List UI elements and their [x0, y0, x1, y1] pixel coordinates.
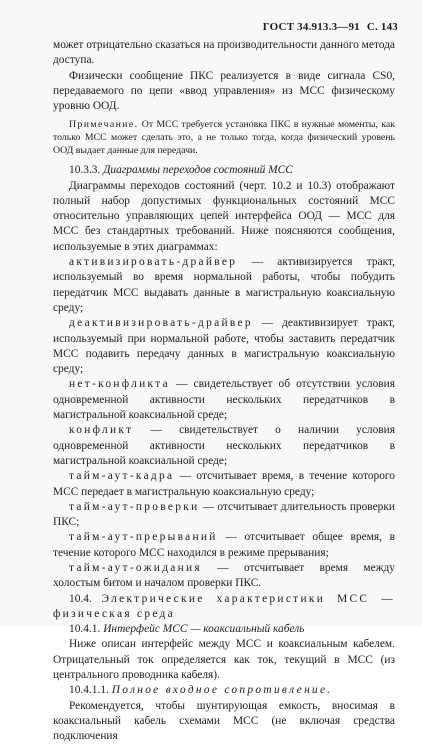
term-definition: [53, 561, 395, 592]
term-definition: [53, 500, 395, 531]
standard-designation: ГОСТ 34.913.3—91: [262, 21, 360, 33]
term-definition: [53, 469, 395, 500]
section-title: Диаграммы переходов состояний МСС: [103, 164, 293, 177]
term: активизировать-драйвер: [69, 256, 238, 269]
paragraph-state-diagrams: Диаграммы переходов состояний (черт. 10.2 и 10.3) отображают полный набор допустимых функциональных состояний МСС относительно управляющих цепей интерфейса ООД — МСС для МСС без стандартных требований. Ниже поясняются сообщения, используемые в этих диаграммах:: [53, 179, 395, 253]
term-definition: [53, 316, 395, 377]
page-header: [259, 20, 398, 35]
term: тайм-аут-ожидания: [69, 561, 202, 574]
term: конфликт: [69, 424, 134, 437]
paragraph-continuation: может отрицательно сказаться на производительности данного метода доступа.: [53, 39, 395, 67]
term-definition: [53, 255, 395, 316]
term: тайм-аут-прерываний: [69, 531, 218, 544]
page-number: С. 143: [366, 21, 398, 33]
section-title: Электрические характеристики МСС — физическая среда: [53, 592, 395, 620]
section-number: 10.4.1.1.: [69, 684, 109, 697]
section-title: Полное входное сопротивление.: [111, 684, 333, 697]
definition: — активизируется тракт, используемый во время нормальной работы, чтобы побудить передатчик МСС выдавать данные в магистральную коаксиальную среду;: [53, 256, 395, 314]
term: тайм-аут-кадра: [69, 470, 175, 483]
term: деактивизировать-драйвер: [69, 317, 253, 330]
term-definition: [53, 377, 395, 423]
definition: — свидетельствует о наличии условия одновременной активности нескольких передатчиков в магистральной коаксиальной среде;: [53, 424, 395, 467]
note-label: Примечание.: [69, 119, 139, 131]
definition: — отсчитывает длительность проверки ПКС;: [53, 500, 395, 529]
term-definition: [53, 423, 395, 469]
term-definition: [53, 530, 395, 561]
definition: — отсчитывает время, в течение которого МСС передает в магистральную коаксиальную среду;: [53, 470, 395, 498]
note-text: От МСС требуется установка ПКС в нужные моменты, как только МСС может сделать это, а не только тогда, когда физический уровень ООД выдает данные для передачи.: [53, 119, 395, 156]
note-block: [53, 119, 395, 157]
section-number: 10.3.3.: [69, 164, 101, 177]
term: тайм-аут-проверки: [69, 500, 200, 513]
definition: — отсчитывает общее время, в течение которого МСС находился в режиме прерывания;: [53, 531, 395, 559]
section-title: Интерфейс МСС — коаксиальный кабель: [103, 623, 305, 636]
paragraph-shunt-capacitance: Рекомендуется, чтобы шунтирующая емкость, вносимая в коаксиальный кабель схемами МСС (не включая средства подключения: [53, 699, 395, 743]
definition: — отсчитывает время между холостым битом и началом проверки ПКС.: [53, 561, 395, 590]
definition: — свидетельствует об отсутствии условия одновременной активности нескольких передатчиков в магистральной коаксиальной среде;: [53, 378, 395, 422]
paragraph-pks-signal: Физически сообщение ПКС реализуется в виде сигнала CS0, передаваемого по цепи «ввод управления» из МСС физическому уровню ООД.: [53, 69, 395, 113]
section-heading-10-4-1-1: [53, 683, 395, 698]
paragraph-interface: Ниже описан интерфейс между МСС и коаксиальным кабелем. Отрицательный ток определяется как ток, текущий в МСС (из центрального проводника кабеля).: [53, 638, 395, 682]
page-body: [53, 38, 395, 745]
section-heading-10-4: [53, 592, 395, 623]
section-heading-10-4-1: [53, 622, 395, 637]
section-number: 10.4.1.: [69, 623, 101, 636]
term: нет-конфликта: [69, 378, 171, 391]
definition: — деактивизирует тракт, используемый при нормальной работе, чтобы заставить передатчик МСС подавить передачу данных в магистральную коаксиальную среду;: [53, 317, 395, 376]
section-number: 10.4.: [69, 592, 92, 605]
section-heading-10-3-3: [53, 163, 395, 178]
